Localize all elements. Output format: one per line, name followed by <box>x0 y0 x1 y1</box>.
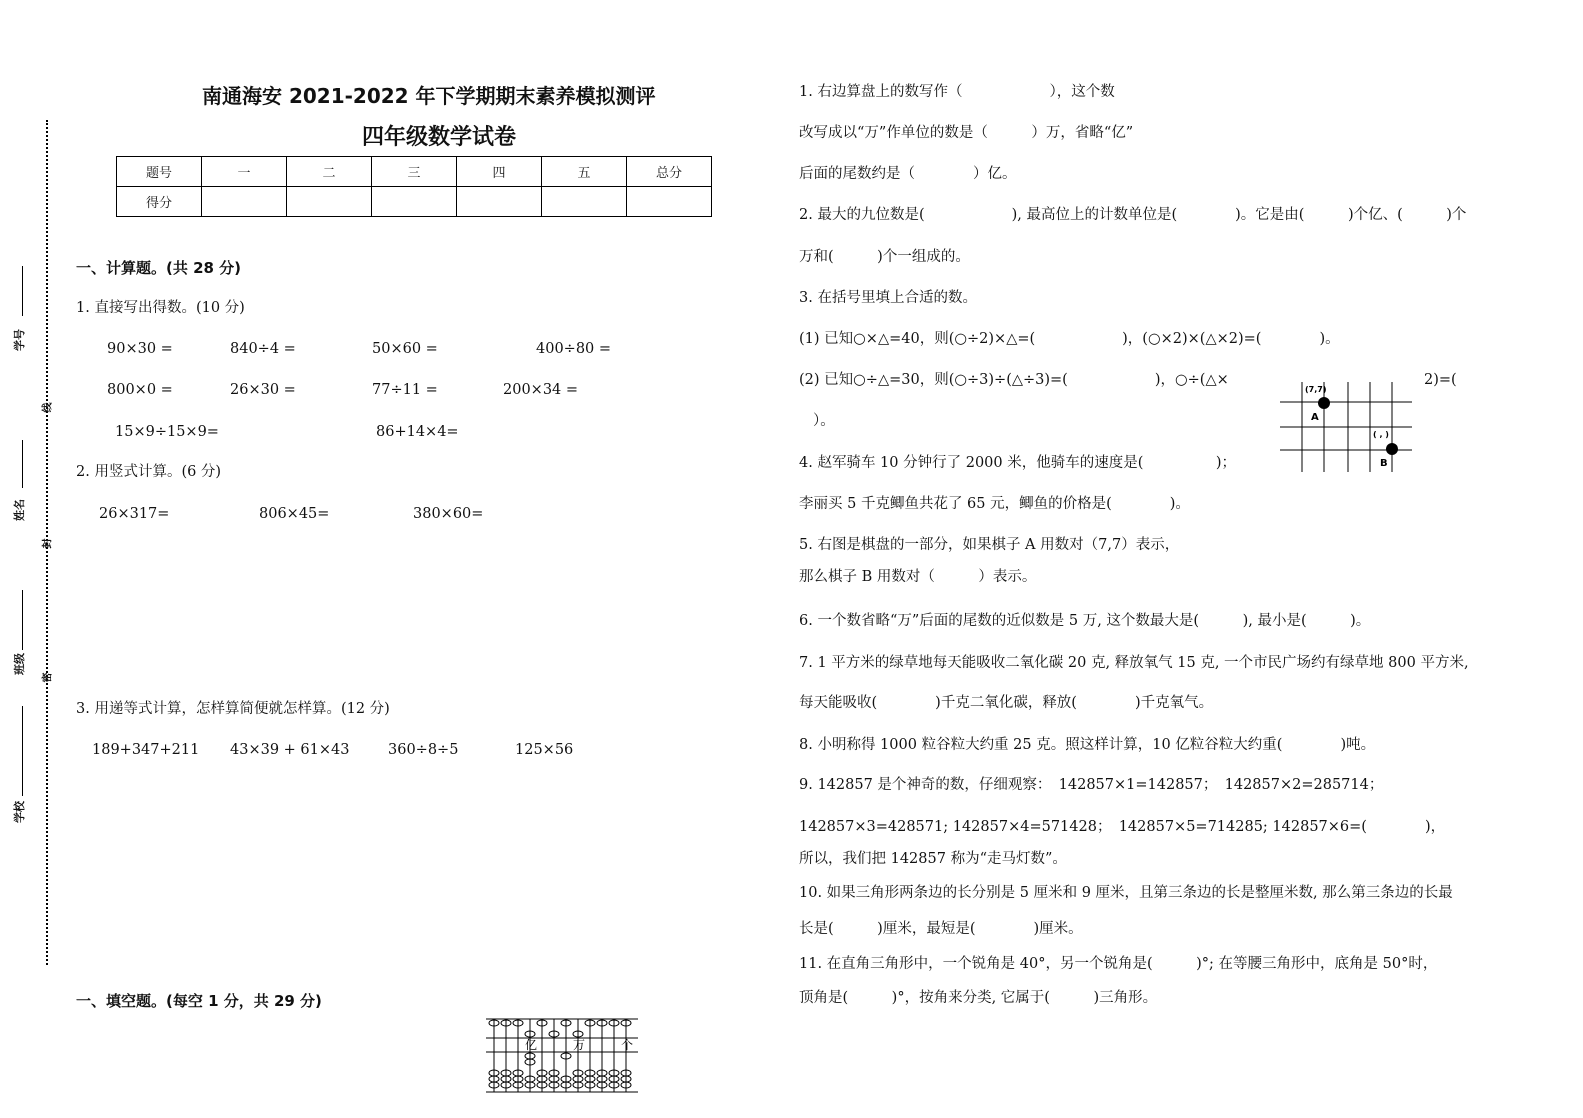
abacus-figure <box>484 1016 640 1094</box>
score-table-score-row <box>117 187 712 217</box>
stepwise-calc-item: 189+347+211 <box>92 742 200 758</box>
calc-item: 90×30 = <box>107 341 173 357</box>
fill-q6: 6. 一个数省略“万”后面的尾数的近似数是 5 万, 这个数最大是( ), 最小是( )。 <box>799 613 1371 629</box>
cut-mark-feng: 封 <box>42 538 54 549</box>
vertical-calc-item: 806×45= <box>259 506 330 522</box>
fill-q3-part2-end: 2)=( <box>1424 372 1457 388</box>
fill-q10-line1: 10. 如果三角形两条边的长分别是 5 厘米和 9 厘米，且第三条边的长是整厘米数, 那么第三条边的长最 <box>799 885 1453 901</box>
abacus-label-yi: 亿 <box>525 1038 538 1052</box>
student-id-label: 学号 <box>13 329 26 351</box>
fill-q4-line1: 4. 赵军骑车 10 分钟行了 2000 米，他骑车的速度是( )； <box>799 455 1237 471</box>
cut-mark-xian: 线 <box>42 402 54 413</box>
score-input-cell[interactable] <box>287 187 372 217</box>
piece-b-label: B <box>1380 458 1388 469</box>
fill-q2-line1: 2. 最大的九位数是( ), 最高位上的计数单位是( )。它是由( )个亿、( )个 <box>799 207 1467 223</box>
score-input-cell[interactable] <box>627 187 712 217</box>
piece-a-coord: (7,7) <box>1305 385 1327 394</box>
class-label: 班级 <box>13 653 26 675</box>
section-1-heading: 一、计算题。(共 28 分) <box>76 259 242 277</box>
calc-item: 200×34 = <box>503 382 579 398</box>
calc-item: 840÷4 = <box>230 341 296 357</box>
school-rule <box>22 706 23 796</box>
fill-q3-part2-close: ）。 <box>813 413 835 429</box>
fill-q1-line1: 1. 右边算盘上的数写作（ ），这个数 <box>799 84 1115 100</box>
fill-q8: 8. 小明称得 1000 粒谷粒大约重 25 克。照这样计算，10 亿粒谷粒大约重( )吨。 <box>799 737 1376 753</box>
piece-a-label: A <box>1311 412 1319 423</box>
fill-q9-line2: 142857×3=428571; 142857×4=571428； 142857×5=714285; 142857×6=( )， <box>799 819 1446 835</box>
score-input-cell[interactable] <box>202 187 287 217</box>
cut-mark-mi: 密 <box>42 672 54 683</box>
score-cell: 二 <box>287 157 372 187</box>
score-cell: 三 <box>372 157 457 187</box>
stepwise-calc-item: 360÷8÷5 <box>388 742 459 758</box>
chessboard-grid-figure <box>1276 378 1416 476</box>
vertical-calc-item: 380×60= <box>413 506 484 522</box>
score-cell: 五 <box>542 157 627 187</box>
fill-q7-line1: 7. 1 平方米的绿草地每天能吸收二氧化碳 20 克, 释放氧气 15 克, 一个市民广场约有绿草地 800 平方米, <box>799 655 1469 671</box>
calc-item: 15×9÷15×9= <box>115 424 219 440</box>
exam-title: 南通海安 2021-2022 年下学期期末素养模拟测评 <box>202 84 656 108</box>
fill-q1-line3: 后面的尾数约是（ ）亿。 <box>799 166 1017 182</box>
school-label: 学校 <box>13 801 26 823</box>
score-input-cell[interactable] <box>542 187 627 217</box>
name-rule <box>22 440 23 488</box>
fill-q9-line3: 所以，我们把 142857 称为“走马灯数”。 <box>799 851 1067 867</box>
vertical-calc-item: 26×317= <box>99 506 170 522</box>
fill-q11-line1: 11. 在直角三角形中，一个锐角是 40°，另一个锐角是( )°; 在等腰三角形中，底角是 50°时， <box>799 956 1438 972</box>
fill-q7-line2: 每天能吸收( )千克二氧化碳，释放( )千克氧气。 <box>799 695 1214 711</box>
calc-item: 77÷11 = <box>372 382 438 398</box>
stepwise-calc-item: 125×56 <box>515 742 574 758</box>
stepwise-calc-item: 43×39 + 61×43 <box>230 742 350 758</box>
exam-subtitle: 四年级数学试卷 <box>362 125 517 150</box>
name-label: 姓名 <box>13 499 26 521</box>
fill-q10-line2: 长是( )厘米，最短是( )厘米。 <box>799 921 1083 937</box>
fill-q5-line2: 那么棋子 B 用数对（ ）表示。 <box>799 569 1037 585</box>
score-cell: 一 <box>202 157 287 187</box>
fill-q2-line2: 万和( )个一组成的。 <box>799 249 970 265</box>
chess-piece-a <box>1318 397 1330 409</box>
calc-item: 50×60 = <box>372 341 438 357</box>
piece-b-coord: ( , ) <box>1373 430 1389 439</box>
section-2-heading: 一、填空题。(每空 1 分，共 29 分) <box>76 992 322 1010</box>
abacus-label-wan: 万 <box>573 1038 586 1052</box>
student-id-rule <box>22 266 23 316</box>
fill-q3-part2: (2) 已知○÷△=30，则(○÷3)÷(△÷3)=( )，○÷(△× <box>799 372 1229 388</box>
score-cell: 得分 <box>117 187 202 217</box>
chess-piece-b <box>1386 443 1398 455</box>
score-input-cell[interactable] <box>457 187 542 217</box>
question-1-3: 3. 用递等式计算，怎样算简便就怎样算。(12 分) <box>76 701 390 717</box>
calc-item: 86+14×4= <box>376 424 459 440</box>
fill-q5-line1: 5. 右图是棋盘的一部分，如果棋子 A 用数对（7,7）表示， <box>799 537 1180 553</box>
question-1-2: 2. 用竖式计算。(6 分) <box>76 464 222 480</box>
calc-item: 26×30 = <box>230 382 296 398</box>
score-cell: 题号 <box>117 157 202 187</box>
fill-q11-line2: 顶角是( )°，按角来分类, 它属于( )三角形。 <box>799 990 1158 1006</box>
score-table <box>116 156 712 217</box>
class-rule <box>22 590 23 650</box>
score-table-header-row <box>117 157 712 187</box>
abacus-label-ge: 个 <box>621 1038 634 1052</box>
fill-q4-line2: 李丽买 5 千克鲫鱼共花了 65 元，鲫鱼的价格是( )。 <box>799 496 1190 512</box>
fill-q9-line1: 9. 142857 是个神奇的数，仔细观察： 142857×1=142857； 142857×2=285714； <box>799 777 1384 793</box>
fill-q3-part1: (1) 已知○×△=40，则(○÷2)×△=( )，(○×2)×(△×2)=( )。 <box>799 331 1340 347</box>
fill-q3-heading: 3. 在括号里填上合适的数。 <box>799 290 977 306</box>
score-input-cell[interactable] <box>372 187 457 217</box>
score-cell: 总分 <box>627 157 712 187</box>
question-1-1: 1. 直接写出得数。(10 分) <box>76 300 245 316</box>
calc-item: 800×0 = <box>107 382 173 398</box>
fill-q1-line2: 改写成以“万”作单位的数是（ ）万，省略“亿” <box>799 125 1134 141</box>
score-cell: 四 <box>457 157 542 187</box>
calc-item: 400÷80 = <box>536 341 612 357</box>
